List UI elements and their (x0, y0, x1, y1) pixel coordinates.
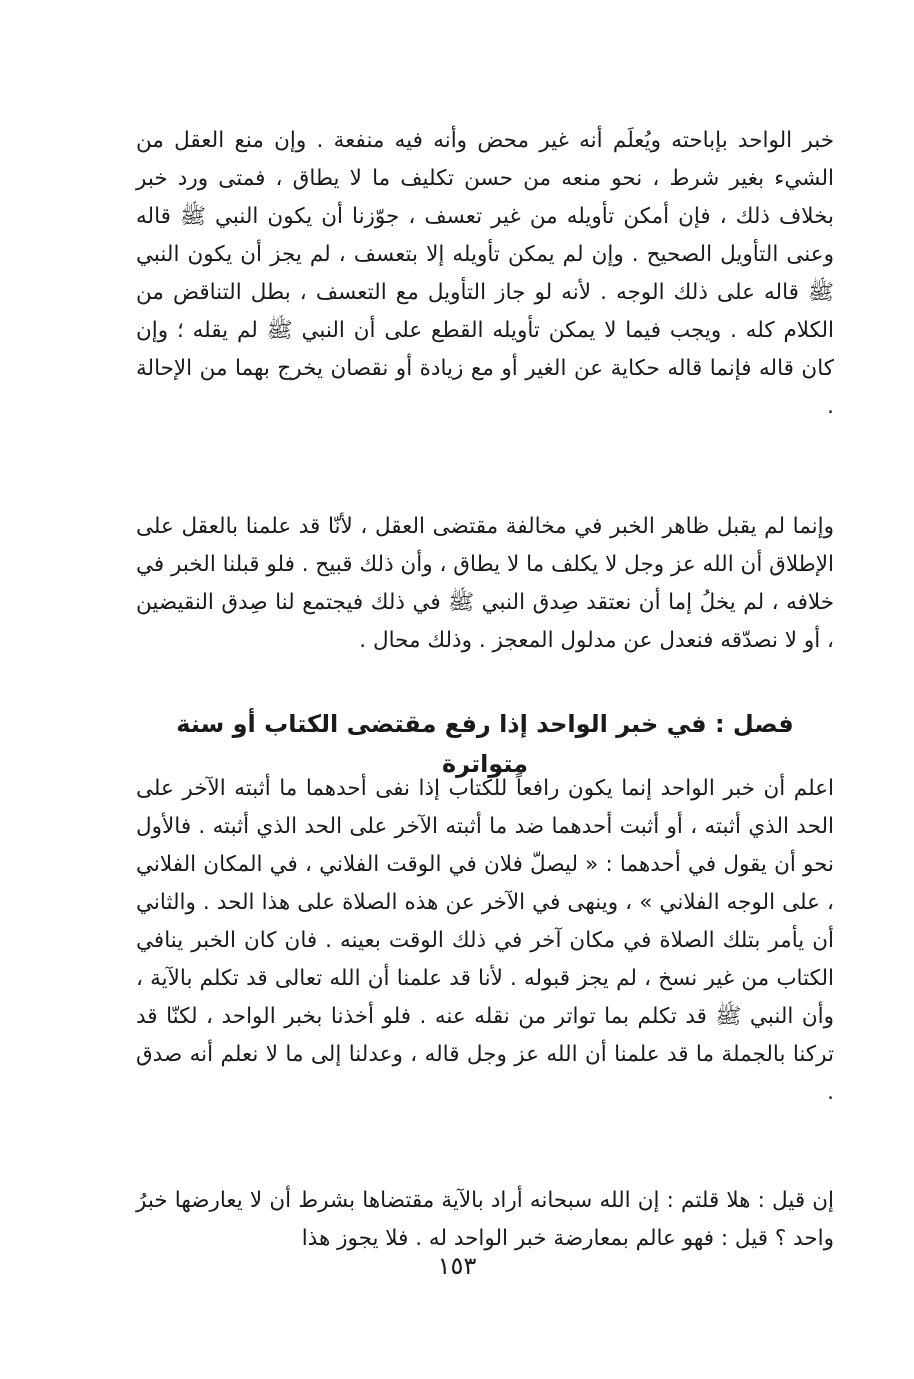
section-heading: فصل : في خبر الواحد إذا رفع مقتضى الكتاب أو سنة متواترة (176, 709, 794, 778)
page-number: ١٥٣ (437, 1252, 477, 1280)
paragraph-3: اعلم أن خبر الواحد إنما يكون رافعاً للكتاب إذا نفى أحدهما ما أثبته الآخر على الحد الذي أثبته ، أو أثبت أحدهما ضد ما أثبته الآخر على الحد الذي أثبته . فالأول نحو أن يقول في أحدهما : « ليصلّ فلان في الوقت الفلاني ، في المكان الفلاني ، على الوجه الفلاني » ، وينهى في الآخر عن هذه الصلاة على هذا الحد . والثاني أن يأمر بتلك الصلاة في مكان آخر في ذلك الوقت بعينه . فان كان الخبر ينافي الكتاب من غير نسخ ، لم يجز قبوله . لأنا قد علمنا أن الله تعالى قد تكلم بالآية ، وأن النبي ﷺ قد تكلم بما تواتر من نقله عنه . فلو أخذنا بخبر الواحد ، لكنّا قد تركنا بالجملة ما قد علمنا أن الله عز وجل قاله ، وعدلنا إلى ما لا نعلم أنه صدق . (136, 775, 834, 1105)
paragraph-4: إن قيل : هلا قلتم : إن الله سبحانه أراد بالآية مقتضاها بشرط أن لا يعارضها خبرُ واحد ؟ قيل : فهو عالم بمعارضة خبر الواحد له . فلا يجوز هذا (136, 1187, 834, 1251)
paragraph-2: وإنما لم يقبل ظاهر الخبر في مخالفة مقتضى العقل ، لأنّا قد علمنا بالعقل على الإطلاق أن الله عز وجل لا يكلف ما لا يطاق ، وأن ذلك قبيح . فلو قبلنا الخبر في خلافه ، لم يخلُ إما أن نعتقد صِدق النبي ﷺ في ذلك فيجتمع لنا صِدق النقيضين ، أو لا نصدّقه فنعدل عن مدلول المعجز . وذلك محال . (136, 513, 834, 653)
paragraph-1: خبر الواحد بإباحته ويُعلَم أنه غير محض وأنه فيه منفعة . وإن منع العقل من الشيء بغير شرط ، نحو منعه من حسن تكليف ما لا يطاق ، فمتى ورد خبر بخلاف ذلك ، فإن أمكن تأويله من غير تعسف ، جوّزنا أن يكون النبي ﷺ قاله وعنى التأويل الصحيح . وإن لم يمكن تأويله إلا بتعسف ، لم يجز أن يكون النبي ﷺ قاله على ذلك الوجه . لأنه لو جاز التأويل مع التعسف ، بطل التناقض من الكلام كله . ويجب فيما لا يمكن تأويله القطع على أن النبي ﷺ لم يقله ؛ وإن كان قاله فإنما قاله حكاية عن الغير أو مع زيادة أو نقصان يخرج بهما من الإحالة . (136, 127, 834, 419)
